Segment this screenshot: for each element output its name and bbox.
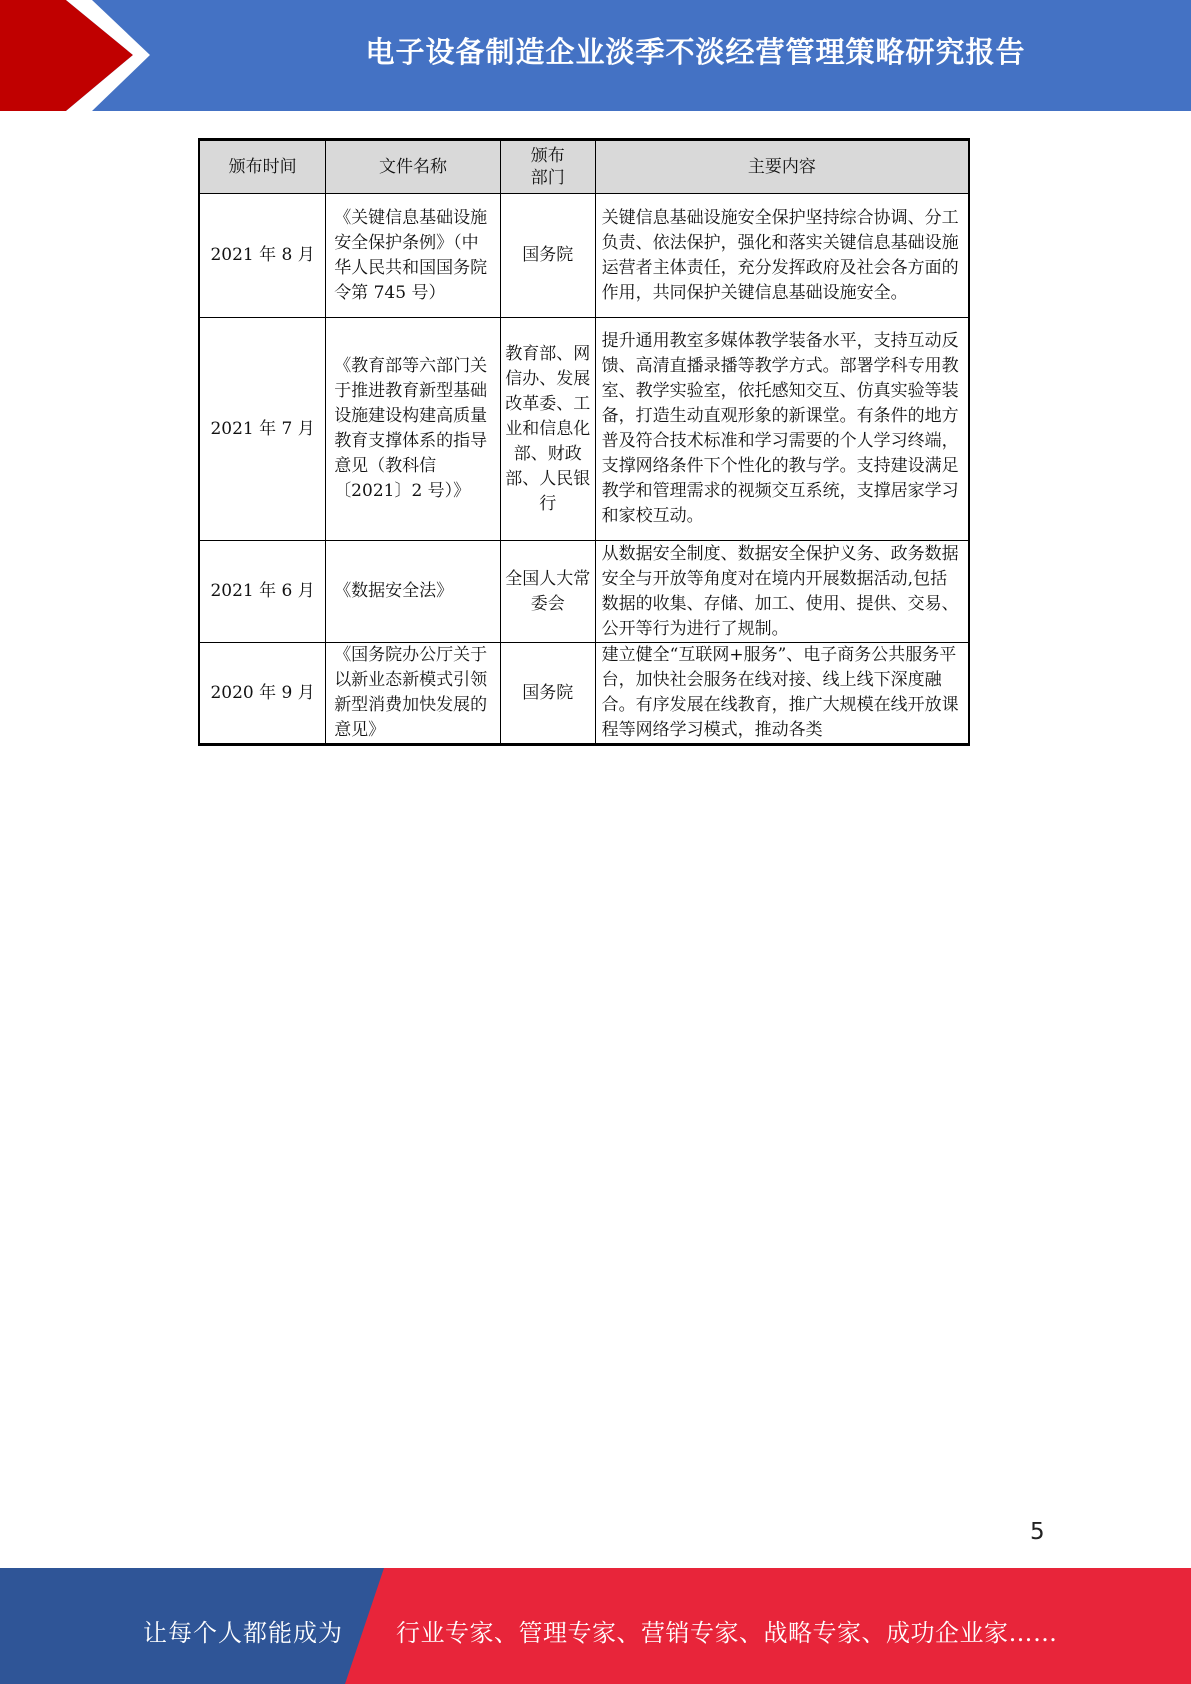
header-department: 颁布 部门: [500, 140, 595, 194]
header-document-name: 文件名称: [326, 140, 501, 194]
table-header-row: [199, 140, 969, 194]
cell-document-name: 《国务院办公厅关于以新业态新模式引领新型消费加快发展的意见》: [326, 643, 501, 745]
cell-date: 2020 年 9 月: [199, 643, 326, 745]
cell-document-name: 《关键信息基础设施安全保护条例》（中华人民共和国国务院令第 745 号）: [326, 194, 501, 318]
header-main-content: 主要内容: [595, 140, 969, 194]
table-row: [199, 318, 969, 541]
policy-table-container: [198, 138, 970, 746]
table-row: [199, 194, 969, 318]
cell-date: 2021 年 7 月: [199, 318, 326, 541]
footer-slogan-right: 行业专家、管理专家、营销专家、战略专家、成功企业家……: [396, 1619, 1058, 1647]
cell-document-name: 《教育部等六部门关于推进教育新型基础设施建设构建高质量教育支撑体系的指导意见（教科信〔2021〕2 号）》: [326, 318, 501, 541]
cell-main-content: 建立健全“互联网+服务”、电子商务公共服务平台，加快社会服务在线对接、线上线下深度融合。有序发展在线教育，推广大规模在线开放课程等网络学习模式，推动各类: [595, 643, 969, 745]
cell-department: 教育部、网信办、发展改革委、工业和信息化部、财政部、人民银行: [500, 318, 595, 541]
cell-main-content: 关键信息基础设施安全保护坚持综合协调、分工负责、依法保护，强化和落实关键信息基础设施运营者主体责任，充分发挥政府及社会各方面的作用，共同保护关键信息基础设施安全。: [595, 194, 969, 318]
report-title: 电子设备制造企业淡季不淡经营管理策略研究报告: [365, 34, 1026, 69]
cell-department: 全国人大常委会: [500, 541, 595, 643]
cell-date: 2021 年 6 月: [199, 541, 326, 643]
table-row: [199, 643, 969, 745]
page-footer: [0, 1568, 1191, 1684]
cell-date: 2021 年 8 月: [199, 194, 326, 318]
cell-department: 国务院: [500, 643, 595, 745]
cell-main-content: 从数据安全制度、数据安全保护义务、政务数据安全与开放等角度对在境内开展数据活动,包括数据的收集、存储、加工、使用、提供、交易、公开等行为进行了规制。: [595, 541, 969, 643]
page-number: 5: [1030, 1519, 1045, 1545]
cell-main-content: 提升通用教室多媒体教学装备水平，支持互动反馈、高清直播录播等教学方式。部署学科专用教室、教学实验室，依托感知交互、仿真实验等装备，打造生动直观形象的新课堂。有条件的地方普及符合技术标准和学习需要的个人学习终端，支撑网络条件下个性化的教与学。支持建设满足教学和管理需求的视频交互系统，支撑居家学习和家校互动。: [595, 318, 969, 541]
header-date: 颁布时间: [199, 140, 326, 194]
cell-department: 国务院: [500, 194, 595, 318]
footer-slogan-left: 让每个人都能成为: [143, 1619, 343, 1647]
cell-document-name: 《数据安全法》: [326, 541, 501, 643]
policy-table: [198, 138, 970, 746]
page-header: [0, 0, 1191, 111]
table-row: [199, 541, 969, 643]
